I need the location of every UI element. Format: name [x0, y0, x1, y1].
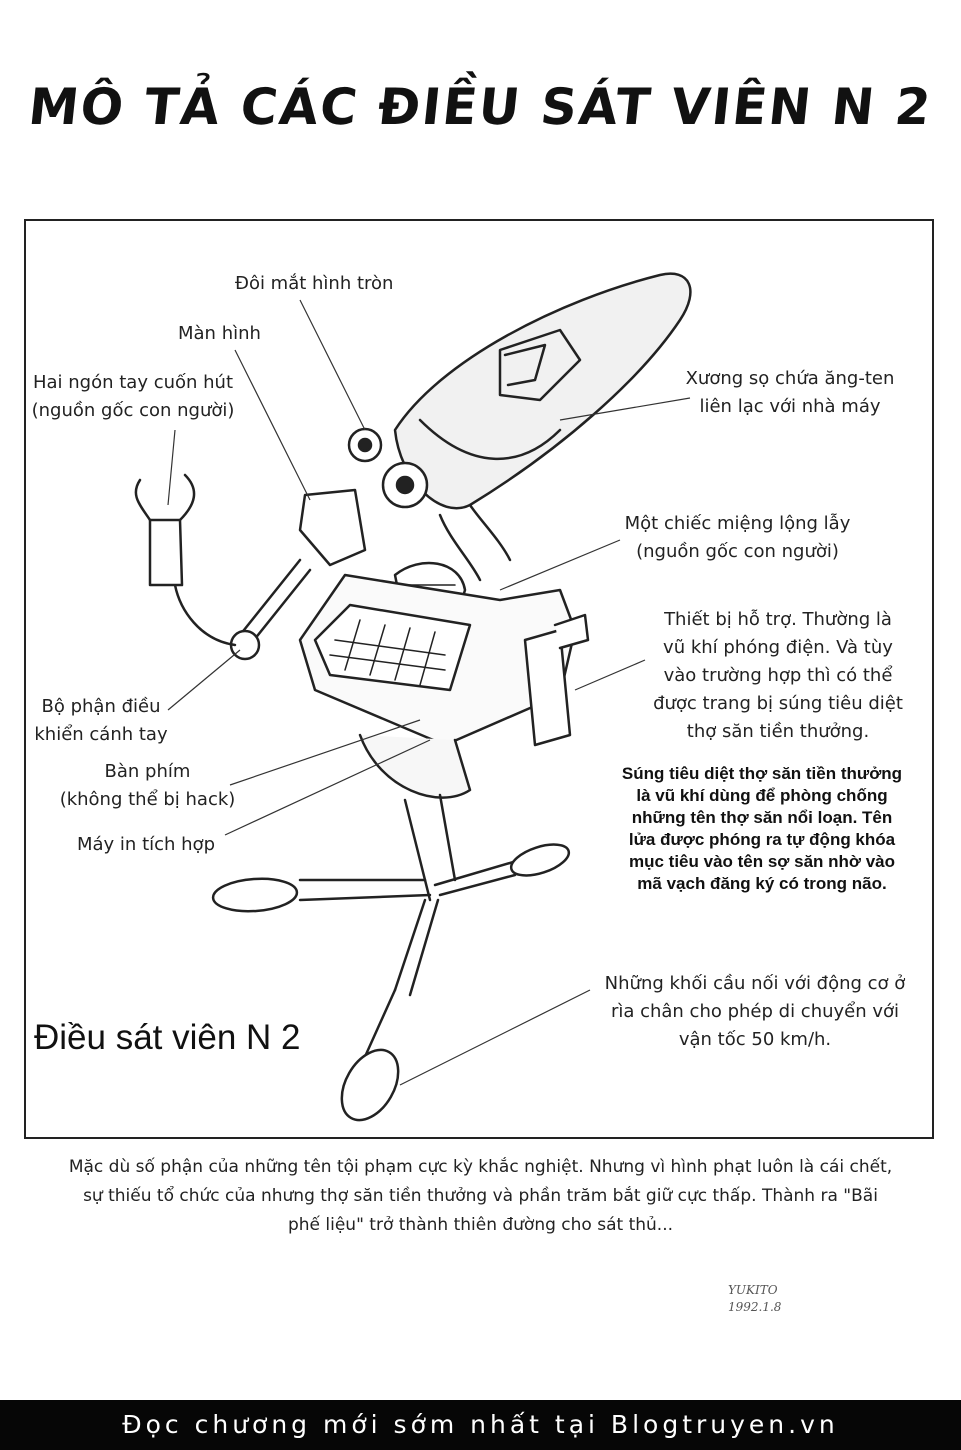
label-wheels-line3: vận tốc 50 km/h. — [678, 1029, 832, 1050]
label-support-line4: được trang bị súng tiêu diệt — [653, 693, 903, 714]
page-title: MÔ TẢ CÁC ĐIỀU SÁT VIÊN N 2 — [25, 78, 936, 136]
label-mouth — [615, 510, 860, 566]
label-mouth-line2: (nguồn gốc con người) — [636, 541, 839, 562]
weapon-note-line1: Súng tiêu diệt thợ săn tiền thưởng — [621, 764, 903, 783]
label-fingers-line1: Hai ngón tay cuốn hút — [32, 372, 234, 393]
robot-name: Điều sát viên N 2 — [34, 1018, 301, 1057]
label-screen: Màn hình — [178, 323, 261, 344]
weapon-note-line2: là vũ khí dùng để phòng chống — [636, 786, 888, 805]
label-arm-line1: Bộ phận điều — [41, 696, 161, 717]
label-support-line5: thợ săn tiền thưởng. — [686, 721, 870, 742]
label-keyboard — [55, 758, 240, 814]
label-wheels-line2: rìa chân cho phép di chuyển với — [610, 1001, 900, 1022]
caption-line1: Mặc dù số phận của những tên tội phạm cực kỳ khắc nghiệt. Nhưng vì hình phạt luôn là cái chết, — [68, 1157, 893, 1177]
weapon-note — [594, 763, 930, 895]
weapon-note-line5: mục tiêu vào tên sợ săn nhờ vào — [628, 852, 895, 871]
label-support-device — [643, 606, 913, 746]
caption-line3: phế liệu" trở thành thiên đường cho sát thủ... — [287, 1215, 674, 1235]
signature-line2: 1992.1.8 — [728, 1300, 782, 1314]
label-skull-line2: liên lạc với nhà máy — [699, 396, 881, 417]
label-support-line2: vũ khí phóng điện. Và tùy — [663, 637, 893, 658]
label-support-line3: vào trường hợp thì có thể — [663, 665, 893, 686]
caption — [28, 1153, 933, 1240]
label-wheels-line1: Những khối cầu nối với động cơ ở — [604, 973, 906, 994]
footer-banner[interactable]: Đọc chương mới sớm nhất tại Blogtruyen.vn — [0, 1400, 961, 1450]
label-mouth-line1: Một chiếc miệng lộng lẫy — [624, 513, 851, 534]
label-printer: Máy in tích hợp — [77, 834, 215, 855]
label-eyes: Đôi mắt hình tròn — [235, 273, 394, 294]
label-keyboard-line1: Bàn phím — [104, 761, 191, 782]
label-skull-line1: Xương sọ chứa ăng-ten — [685, 368, 895, 389]
label-arm-control — [30, 693, 172, 749]
label-skull — [680, 365, 900, 421]
label-fingers-line2: (nguồn gốc con người) — [31, 400, 235, 421]
label-support-line1: Thiết bị hỗ trợ. Thường là — [664, 609, 892, 630]
caption-line2: sự thiếu tổ chức của nhưng thợ săn tiền thưởng và phần trăm bắt giữ cực thấp. Thành ra "Bãi — [83, 1186, 878, 1206]
label-fingers — [30, 369, 236, 425]
artist-signature — [728, 1282, 781, 1316]
label-keyboard-line2: (không thể bị hack) — [59, 789, 236, 810]
weapon-note-line3: những tên thợ săn nổi loạn. Tên — [631, 808, 893, 827]
label-arm-line2: khiển cánh tay — [34, 724, 168, 745]
weapon-note-line6: mã vạch đăng ký có trong não. — [637, 874, 887, 893]
weapon-note-line4: lửa được phóng ra tự động khóa — [628, 830, 896, 849]
label-wheels — [590, 970, 920, 1054]
signature-line1: YUKITO — [728, 1283, 778, 1297]
